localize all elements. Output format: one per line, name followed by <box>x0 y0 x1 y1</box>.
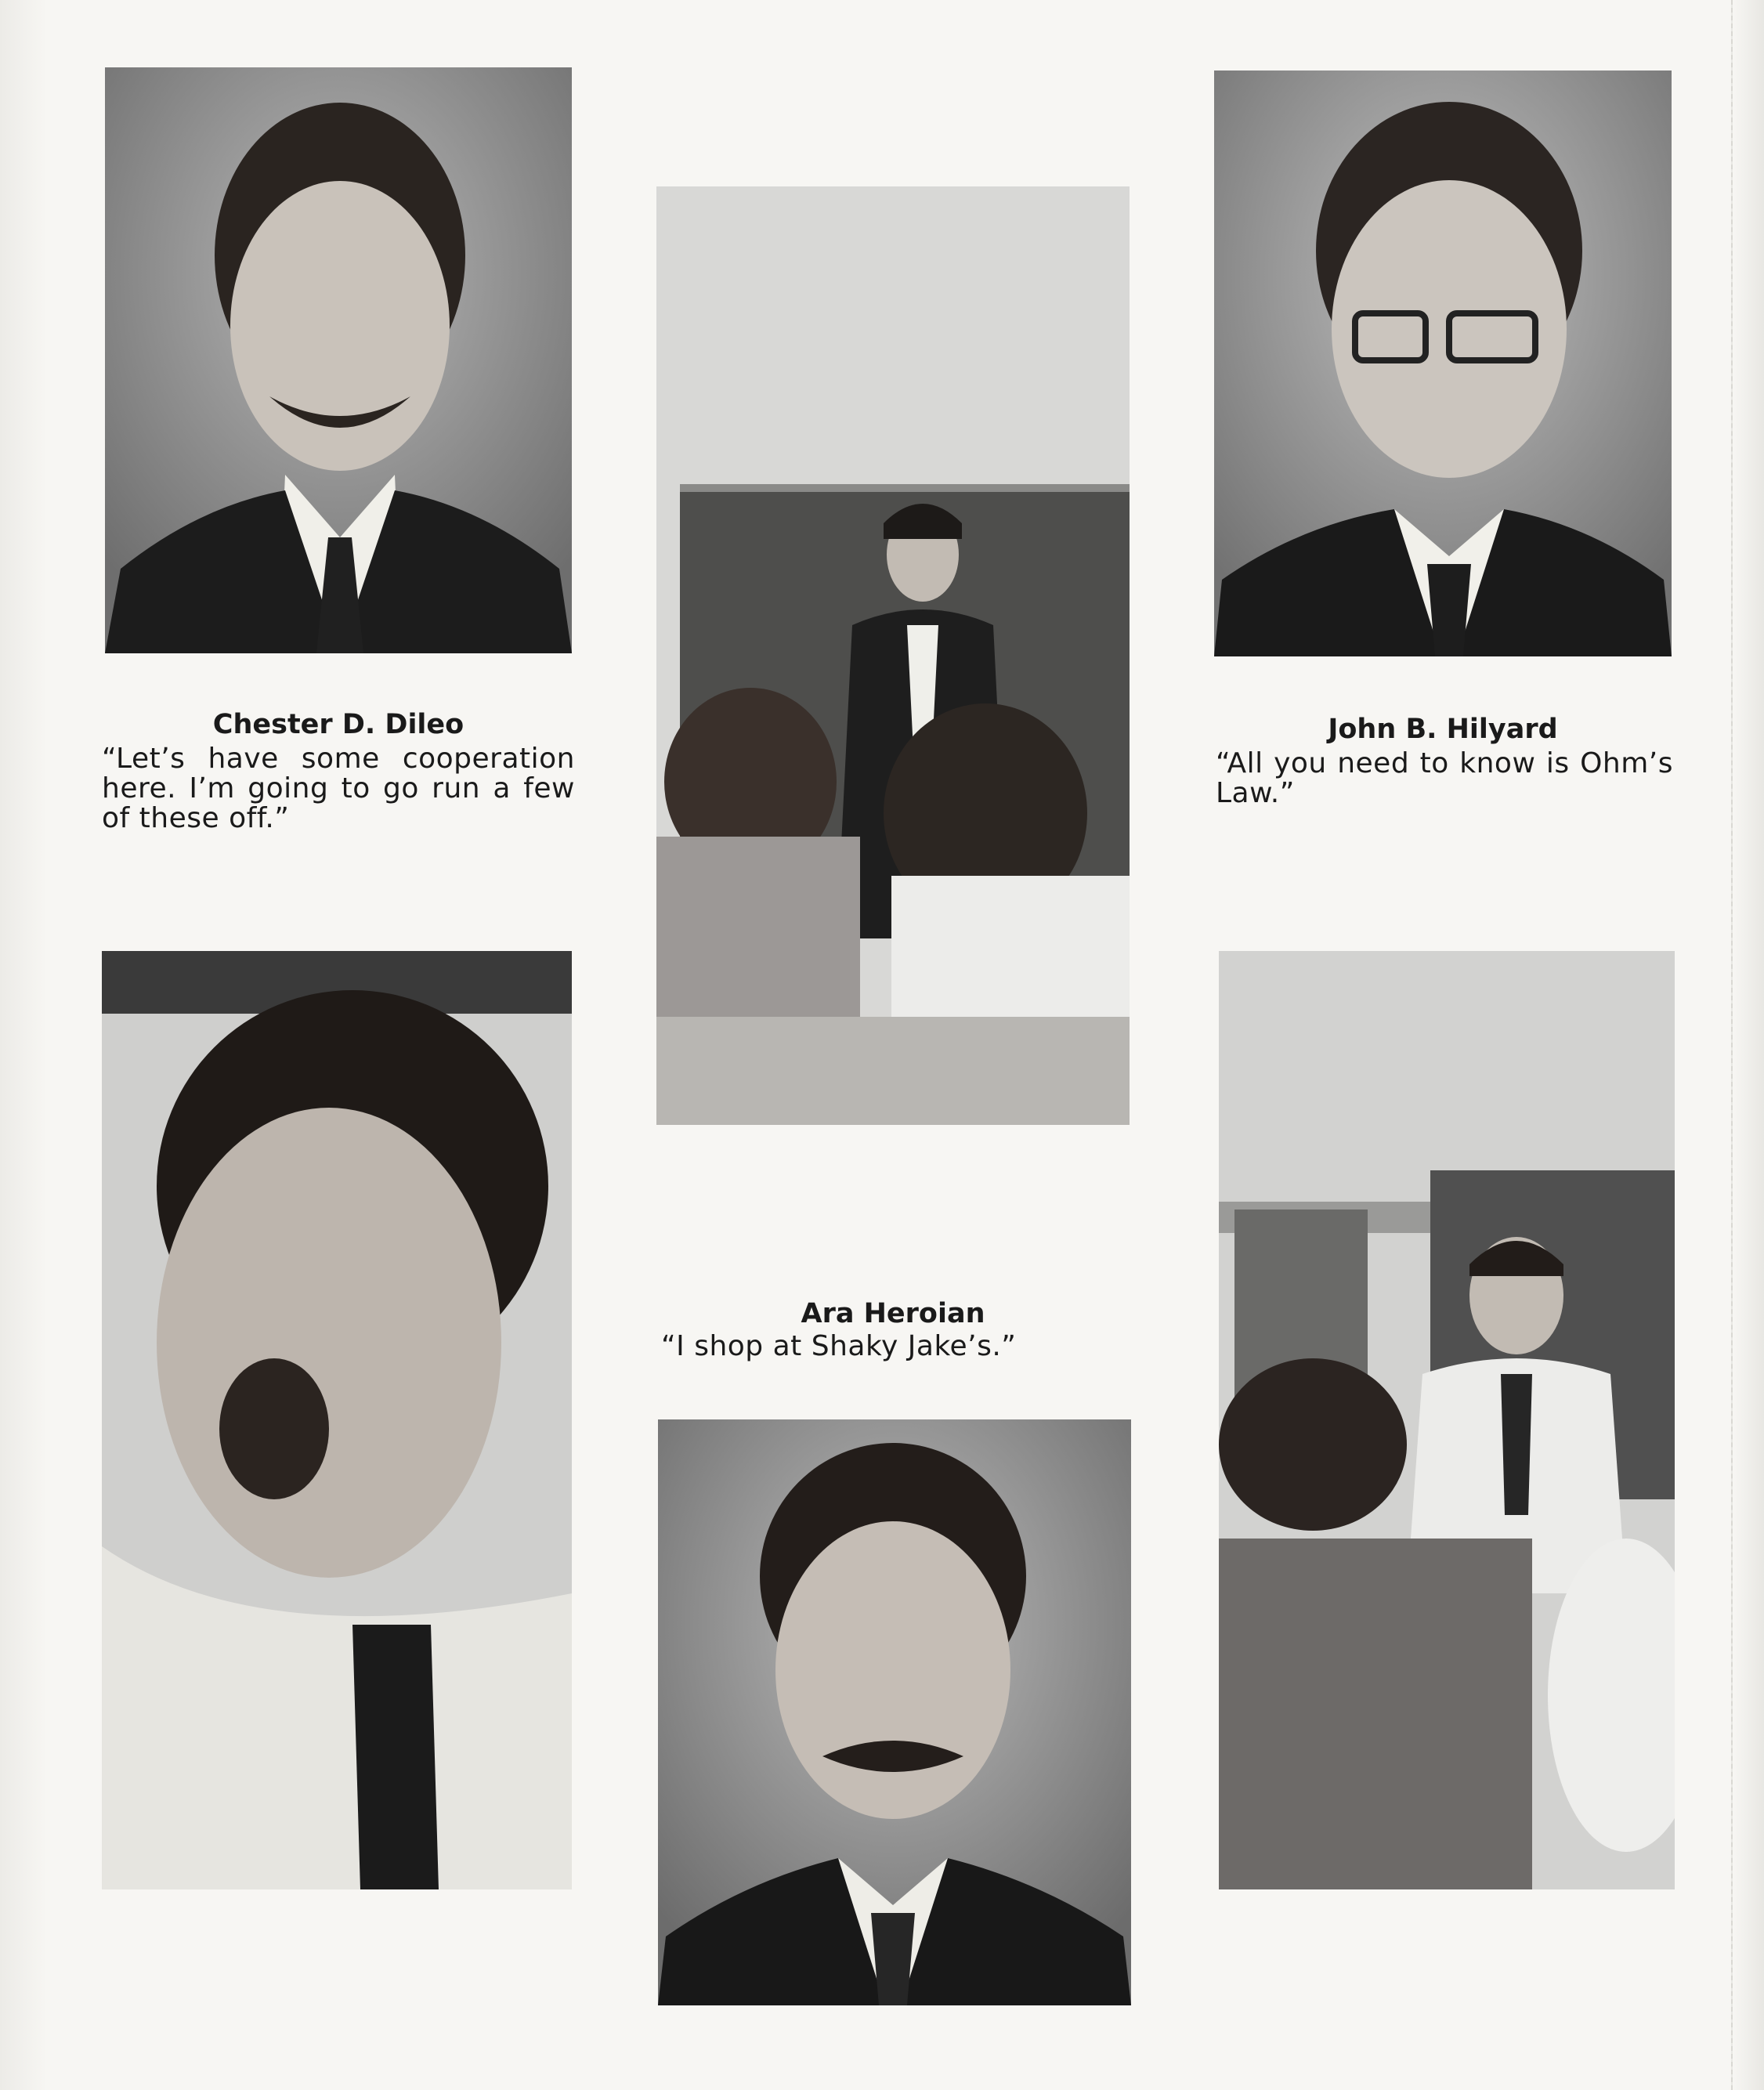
person-name-hilyard: John B. Hilyard <box>1328 714 1558 745</box>
candid-photo-hilyard <box>1219 951 1675 1889</box>
person-quote-heroian: “I shop at Shaky Jake’s.” <box>661 1330 1017 1362</box>
portrait-photo-heroian <box>658 1419 1131 2005</box>
portrait-photo-dileo <box>105 67 572 653</box>
page-binding-edge <box>1731 0 1764 2090</box>
person-quote-dileo: “Let’s have some cooperation here. I’m going to go run a few of these off.” <box>102 743 575 834</box>
page-left-edge <box>0 0 47 2090</box>
candid-photo-heroian <box>102 951 572 1889</box>
person-name-heroian: Ara Heroian <box>801 1298 985 1329</box>
classroom-photo-center <box>656 186 1130 1125</box>
portrait-photo-hilyard <box>1214 71 1672 656</box>
person-quote-hilyard: “All you need to know is Ohm’s Law.” <box>1216 747 1673 809</box>
person-name-dileo: Chester D. Dileo <box>212 709 464 740</box>
